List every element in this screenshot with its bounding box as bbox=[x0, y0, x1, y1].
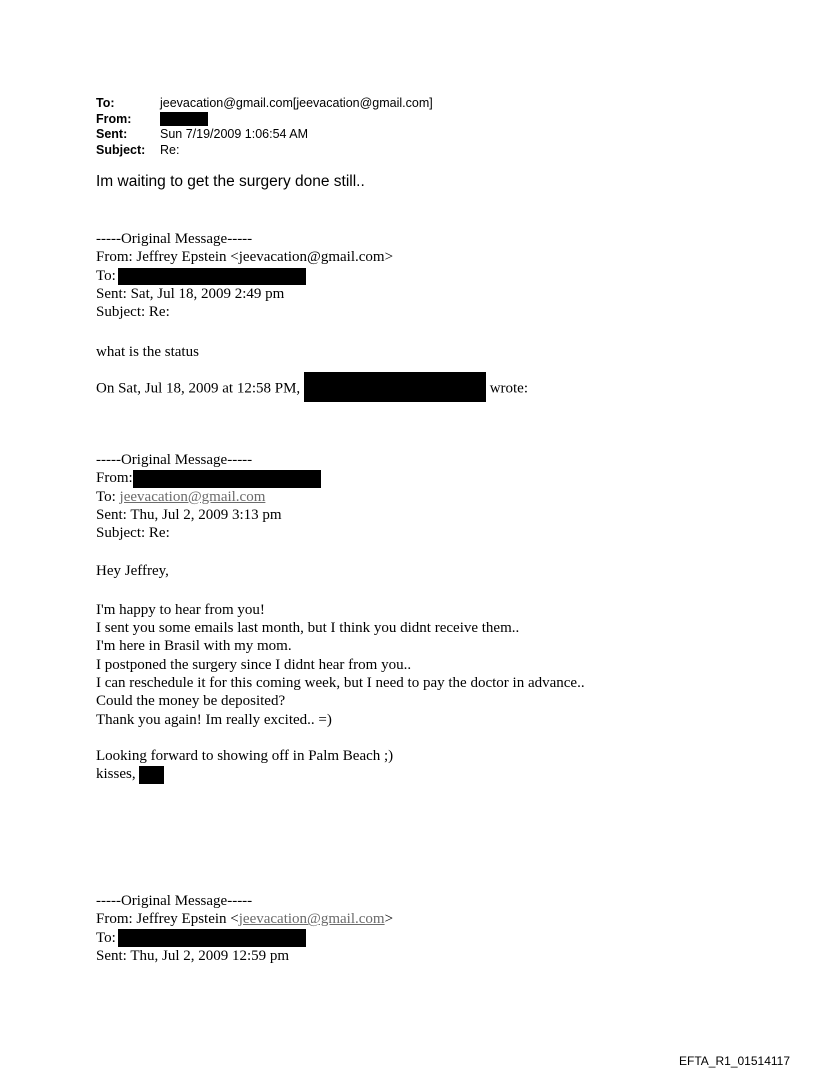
message-separator: -----Original Message----- bbox=[96, 231, 253, 247]
message-separator: -----Original Message----- bbox=[96, 893, 253, 909]
message-line: Thank you again! Im really excited.. =) bbox=[96, 711, 332, 728]
message-from: From: Jeffrey Epstein <jeevacation@gmail.com> bbox=[96, 249, 394, 266]
subject-label: Subject: bbox=[96, 142, 146, 157]
to-value: jeevacation@gmail.com[jeevacation@gmail.com] bbox=[160, 96, 433, 110]
original-message-2 bbox=[96, 451, 585, 783]
message-to: To: bbox=[96, 929, 393, 947]
wrote-line: On Sat, Jul 18, 2009 at 12:58 PM, wrote: bbox=[96, 376, 528, 394]
to-label: To: bbox=[96, 96, 115, 110]
message-sent: Sent: Thu, Jul 2, 2009 12:59 pm bbox=[96, 947, 290, 964]
message-separator: -----Original Message----- bbox=[96, 452, 253, 468]
message-line: I'm here in Brasil with my mom. bbox=[96, 638, 292, 655]
message-subject: Subject: Re: bbox=[96, 304, 170, 321]
original-message-1 bbox=[96, 230, 529, 397]
subject-row bbox=[96, 143, 433, 159]
sent-row bbox=[96, 127, 433, 143]
email-link[interactable]: jeevacation@gmail.com bbox=[119, 488, 266, 505]
from-label: From: bbox=[96, 111, 132, 126]
message-to: To: jeevacation@gmail.com bbox=[96, 488, 266, 505]
message-greeting: Hey Jeffrey, bbox=[96, 563, 169, 580]
email-header bbox=[96, 96, 433, 158]
message-line: I'm happy to hear from you! bbox=[96, 601, 265, 618]
sent-label: Sent: bbox=[96, 127, 128, 141]
message-from: From: bbox=[96, 469, 585, 487]
reply-body: Im waiting to get the surgery done still.. bbox=[96, 173, 365, 190]
email-link[interactable]: jeevacation@gmail.com bbox=[238, 911, 385, 928]
message-line: I can reschedule it for this coming week, but I need to pay the doctor in advance.. bbox=[96, 674, 585, 691]
message-body: what is the status bbox=[96, 344, 199, 361]
message-sent: Sent: Sat, Jul 18, 2009 2:49 pm bbox=[96, 285, 285, 302]
message-signoff: kisses, bbox=[96, 765, 585, 783]
subject-value: Re: bbox=[160, 142, 180, 157]
message-subject: Subject: Re: bbox=[96, 525, 170, 542]
to-row bbox=[96, 96, 433, 112]
sent-value: Sun 7/19/2009 1:06:54 AM bbox=[160, 127, 309, 141]
message-sent: Sent: Thu, Jul 2, 2009 3:13 pm bbox=[96, 506, 282, 523]
redaction-block bbox=[139, 766, 164, 784]
message-to: To: bbox=[96, 267, 528, 285]
original-message-3 bbox=[96, 892, 393, 965]
message-from: From: Jeffrey Epstein <jeevacation@gmail.com> bbox=[96, 911, 394, 928]
redaction-block bbox=[118, 268, 306, 285]
redaction-block bbox=[118, 929, 306, 947]
redaction-block bbox=[160, 112, 208, 126]
document-id: EFTA_R1_01514117 bbox=[679, 1054, 790, 1068]
message-line: I postponed the surgery since I didnt hear from you.. bbox=[96, 656, 412, 673]
message-closing: Looking forward to showing off in Palm Beach ;) bbox=[96, 747, 394, 764]
redaction-block bbox=[133, 470, 321, 488]
message-line: I sent you some emails last month, but I think you didnt receive them.. bbox=[96, 620, 520, 637]
from-row bbox=[96, 112, 433, 128]
message-line: Could the money be deposited? bbox=[96, 693, 286, 710]
redaction-block bbox=[304, 372, 486, 402]
